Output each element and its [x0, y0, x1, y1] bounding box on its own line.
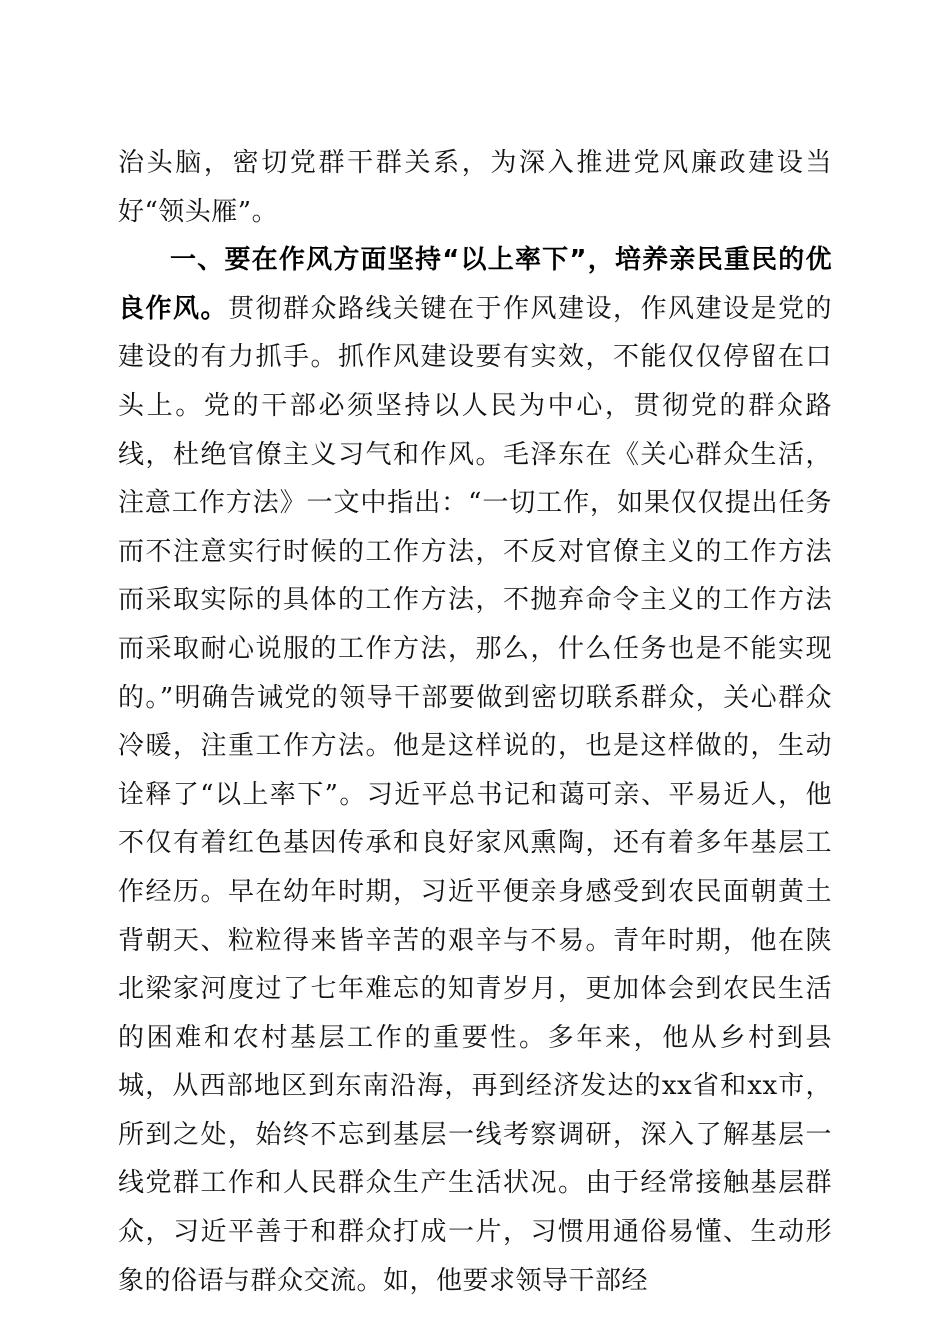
body-text	[118, 139, 832, 1305]
continued-paragraph: 治头脑，密切党群干群关系，为深入推进党风廉政建设当好“领头雁”。	[118, 148, 832, 227]
section-1-paragraph	[118, 236, 832, 1305]
section-1-heading: 一、要在作风方面坚持“以上率下”，培养亲民重民的优良作风。	[118, 245, 832, 324]
section-1-body: 贯彻群众路线关键在于作风建设，作风建设是党的建设的有力抓手。抓作风建设要有实效，不能仅仅停留在口头上。党的干部必须坚持以人民为中心，贯彻党的群众路线，杜绝官僚主义习气和作风。毛泽东在《关心群众生活，注意工作方法》一文中指出：“一切工作，如果仅仅提出任务而不注意实行时候的工作方法，不反对官僚主义的工作方法而采取实际的具体的工作方法，不抛弃命令主义的工作方法而采取耐心说服的工作方法，那么，什么任务也是不能实现的。”明确告诫党的领导干部要做到密切联系群众，关心群众冷暖，注重工作方法。他是这样说的，也是这样做的，生动诠释了“以上率下”。习近平总书记和蔼可亲、平易近人，他不仅有着红色基因传承和良好家风熏陶，还有着多年基层工作经历。早在幼年时期，习近平便亲身感受到农民面朝黄土背朝天、粒粒得来皆辛苦的艰辛与不易。青年时期，他在陕北梁家河度过了七年难忘的知青岁月，更加体会到农民生活的困难和农村基层工作的重要性。多年来，他从乡村到县城，从西部地区到东南沿海，再到经济发达的xx省和xx市，所到之处，始终不忘到基层一线考察调研，深入了解基层一线党群工作和人民群众生产生活状况。由于经常接触基层群众，习近平善于和群众打成一片，习惯用通俗易懂、生动形象的俗语与群众交流。如，他要求领导干部经	[118, 293, 832, 1296]
